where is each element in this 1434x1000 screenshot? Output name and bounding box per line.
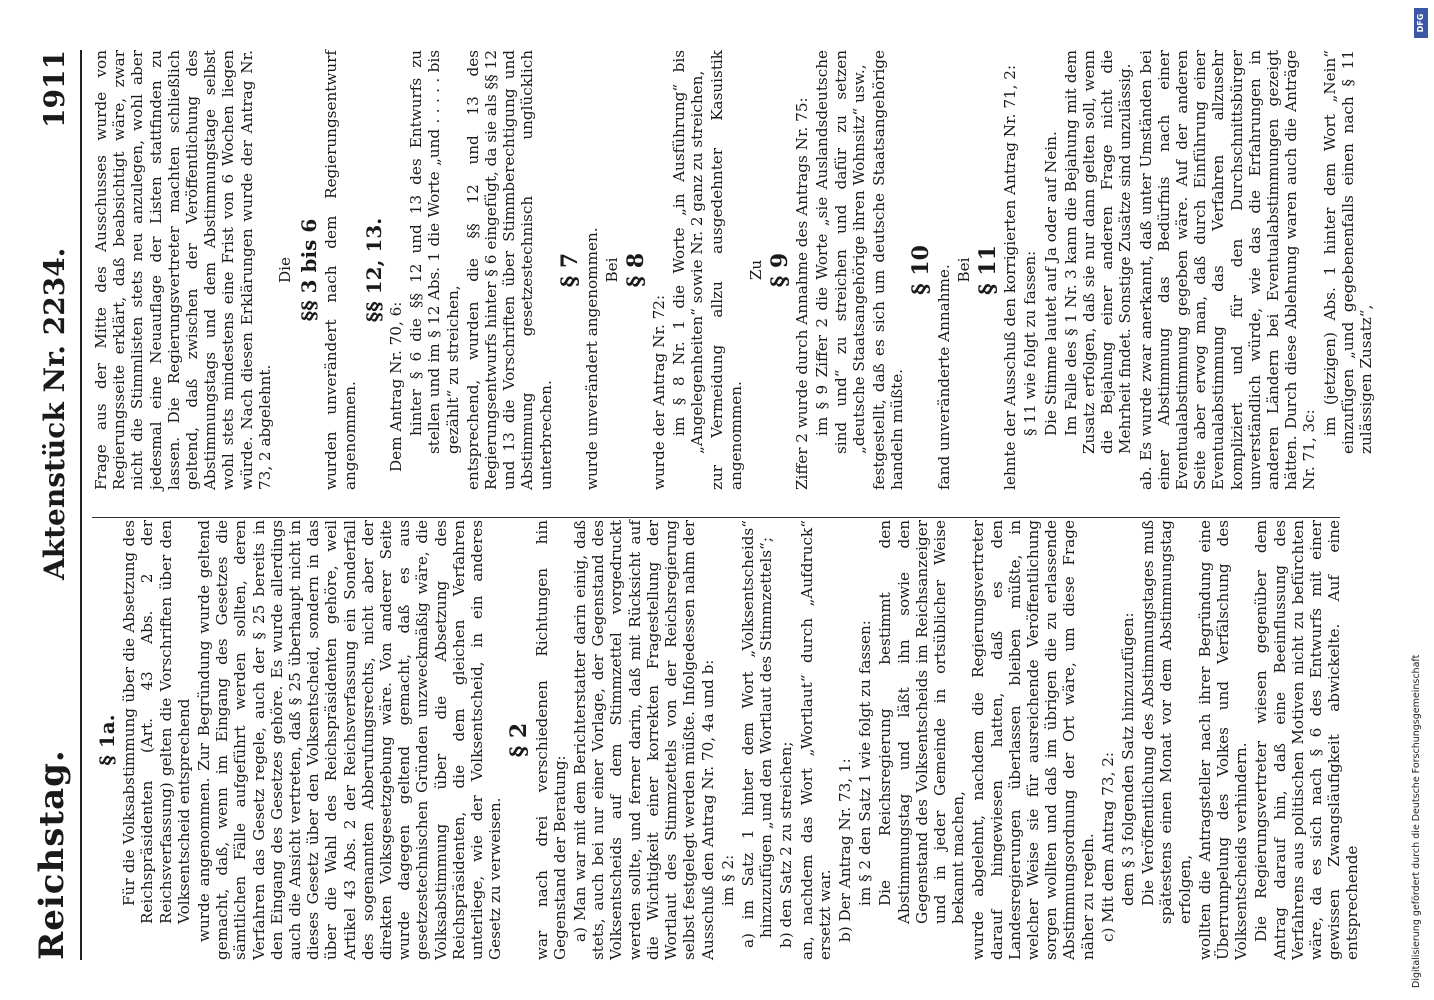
paragraph: Dem Antrag Nr. 70, 6: [387,301,406,472]
column-divider [92,517,1340,518]
quote: hinter § 6 die §§ 12 und 13 des Entwurfs zu stellen und im § 12 Abs. 1 die Worte „und . . . . . bis gezählt“ zu streichen, [407,50,462,454]
paragraph: Die Regierungsvertreter wiesen gegenüber dem Antrag darauf hin, daß eine Beeinflussung des Verfahrens aus politischen Motiven nicht zu befürchten wäre, da es sich nach § 6 des Entwurfs mit einer gewissen Zwangsläufigkeit abwickelte. Auf eine entsprechende [1252,520,1362,960]
section-heading-12-13: §§ 12, 13. [361,217,386,323]
paragraph: entsprechend, wurden die §§ 12 und 13 des Regierungsentwurfs hinter § 6 eingefügt, da sie als §§ 12 und 13 die Vorschriften über Stimmberechtigung und Abstimmung gesetzestechnisch unglücklich unterbrechen. [463,50,555,490]
list-item: c) Mit dem Antrag 73, 2: [1098,751,1117,942]
paragraph: Frage aus der Mitte des Ausschusses wurde von Regierungsseite erklärt, daß beabsichtigt wäre, zwar nicht die Stimmlisten stets neu anzulegen, wohl aber jedesmal eine Neuauflage der Listen stattfinden zu lassen. Die Regierungsvertreter machten schließlich geltend, daß zwischen der Veröffentlichung des Abstimmungstags und dem Abstimmungstage selbst wohl stets mindestens eine Frist von 6 Wochen liegen würde. Nach diesen Erklärungen wurde der Antrag Nr. 73, 2 abgelehnt. [92,50,274,490]
paragraph: ab. Es wurde zwar anerkannt, daß unter Umständen bei einer Abstimmung das Bedürfnis nach einer Eventualabstimmung gegeben wäre. Auf der anderen Seite aber erwog man, daß durch Einführung einer Eventualabstimmung das Verfahren allzusehr kompliziert und für den Durchschnittsbürger unverständlich würde, wie das die Erfahrungen in anderen Ländern bei Eventualabstimmungen gezeigt hätten. Durch diese Ablehnung waren auch die Anträge Nr. 71, 3c: [1136,50,1319,490]
section-1a-text: Für die Volksabstimmung über die Absetzung des Reichspräsidenten (Art. 43 Abs. 2 der Reichsverfassung) gelten die Vorschriften über den Volksentscheid entsprechend [120,520,193,924]
quote: dem § 3 folgenden Satz hinzuzufügen: [1118,612,1137,906]
quote: im § 2: [718,854,737,906]
quote: Im Falle des § 1 Nr. 3 kann die Bejahung mit dem Zusatz erfolgen, daß sie nur dann gelten soll, wenn die Bejahung einer anderen Frage nicht die Mehrheit findet. Sonstige Zusätze sind unzulässig. [1061,50,1135,454]
paragraph: an, nachdem das Wort „Wortlaut“ durch „Aufdruck“ ersetzt war. [797,520,834,960]
paragraph: festgestellt, daß es sich um deutsche Staatsangehörige handeln müßte. [869,50,907,490]
list-item: a) Man war mit dem Berichterstatter darin einig, daß stets, auch bei nur einer Vorlage, der Gegenstand des Volksentscheids auf dem Stimmzettel vorgedruckt werden sollte, und ferner darin, daß mit Rücksicht auf die Wichtigkeit einer korrekten Fragestellung der Wortlaut des Stimmzettels von der Reichsregierung selbst festgelegt werden müßte. Infolgedessen nahm der Ausschuß den Antrag Nr. 70, 4a und b: [571,520,717,960]
paragraph: fand unveränderte Annahme. [934,264,953,490]
paragraph: wurde angenommen. Zur Begründung wurde geltend gemacht, daß, wenn im Eingang des Gesetzes die sämtlichen Fälle aufgeführt werden sollten, deren Verfahren das Gesetz regele, auch der § 25 bereits in den Eingang des Gesetzes gehöre. Es wurde allerdings auch die Ansicht vertreten, daß § 25 überhaupt nicht in dieses Gesetz über den Volksentscheid, sondern in das über die Wahl des Reichspräsidenten gehöre, weil Artikel 43 Abs. 2 der Reichsverfassung ein Sonderfall des sogenannten Abberufungsrechts, nicht aber der direkten Volksgesetzgebung wäre. Von anderer Seite wurde dagegen geltend gemacht, daß es aus gesetzestechnischen Gründen unzweckmäßig wäre, die Volksabstimmung über die Absetzung des Reichspräsidenten, die dem gleichen Verfahren unterliege, wie der Volksentscheid, in ein anderes Gesetz zu verweisen. [195,520,505,960]
list-item: b) Der Antrag Nr. 73, 1: [835,758,854,942]
list-item: a) im Satz 1 hinter dem Wort „Volksentscheids“ hinzuzufügen „und den Wortlaut des Stimmzettels“; [738,520,776,948]
paragraph: lehnte der Ausschuß den korrigierten Antrag Nr. 71, 2: [1001,64,1020,490]
paragraph: zur Vermeidung allzu ausgedehnter Kasuistik angenommen. [708,50,745,490]
quote: im § 9 Ziffer 2 die Worte „sie Auslandsdeutsche sind und“ zu streichen und dafür zu setzen „deutsche Staatsangehörige ihren Wohnsitz“ usw., [813,50,868,454]
paragraph: war nach drei verschiedenen Richtungen hin Gegenstand der Beratung: [532,520,569,960]
paragraph: wurde der Antrag Nr. 72: [649,294,668,490]
section-heading-1a: § 1a. [95,714,119,766]
quote: Die Stimme lautet auf Ja oder auf Nein. [1041,131,1060,436]
section-heading-7: § 7 [556,252,583,288]
quote: § 11 wie folgt zu fassen: [1021,250,1040,436]
paragraph: wollten die Antragsteller nach ihrer Begründung eine Überrumpelung des Volkes und Verfälschung des Volksentscheids verhindern. [1195,520,1251,960]
quote: Die Reichsregierung bestimmt den Abstimmungstag und läßt ihn sowie den Gegenstand des Volksentscheids im Reichsanzeiger und in jeder Gemeinde in ortsüblicher Weise bekannt machen, [876,520,968,924]
right-column [92,50,1375,490]
list-item: b) den Satz 2 zu streichen; [777,741,796,948]
header-document-number: Aktenstück Nr. 2234. [38,247,71,580]
dfg-logo [1414,8,1428,38]
digitization-note [1408,8,1426,988]
page-header [20,50,82,960]
digitization-note-text: Digitalisierung gefördert durch die Deutsche Forschungsgemeinschaft [1411,654,1422,988]
header-title: Reichstag. [32,749,72,960]
paragraph: Zu [746,259,765,281]
dfg-logo-text: DFG [1416,13,1425,33]
quote: im § 8 Nr. 1 die Worte „in Ausführung“ bis „Angelegenheiten“ sowie Nr. 2 ganz zu streichen, [669,50,707,454]
paragraph: wurden unverändert nach dem Regierungsentwurf angenommen. [322,50,359,490]
quote: im (jetzigen) Abs. 1 hinter dem Wort „Nein“ einzufügen „und gegebenenfalls einen nach § 11 zulässigen Zusatz“, [1320,50,1375,454]
paragraph: Die [276,256,295,284]
section-heading-8: § 8 [623,252,650,288]
section-heading-10: § 10 [908,245,935,295]
section-heading-9: § 9 [766,252,793,288]
quote: im § 2 den Satz 1 wie folgt zu fassen: [856,620,875,906]
paragraph: Ziffer 2 wurde durch Annahme des Antrags Nr. 75: [793,97,812,490]
paragraph: wurde abgelehnt, nachdem die Regierungsvertreter darauf hingewiesen hatten, daß es den Landesregierungen überlassen bleiben müßte, in welcher Weise sie für ausreichende Veröffentlichung sorgen wollten und daß im übrigen die zu erlassende Abstimmungsordnung der Ort wäre, um diese Frage näher zu regeln. [969,520,1097,960]
quote: Die Veröffentlichung des Abstimmungstages muß spätestens einen Monat vor dem Abstimmungstag erfolgen, [1139,520,1194,924]
section-heading-3-6: §§ 3 bis 6 [297,218,322,322]
paragraph: Bei [954,257,973,283]
left-column [92,520,1362,960]
header-year: 1911 [38,50,71,128]
paragraph: wurde unverändert angenommen. [583,227,602,490]
section-heading-11: § 11 [974,245,1001,295]
paragraph: Bei [603,257,622,283]
section-heading-2: § 2 [506,722,533,758]
